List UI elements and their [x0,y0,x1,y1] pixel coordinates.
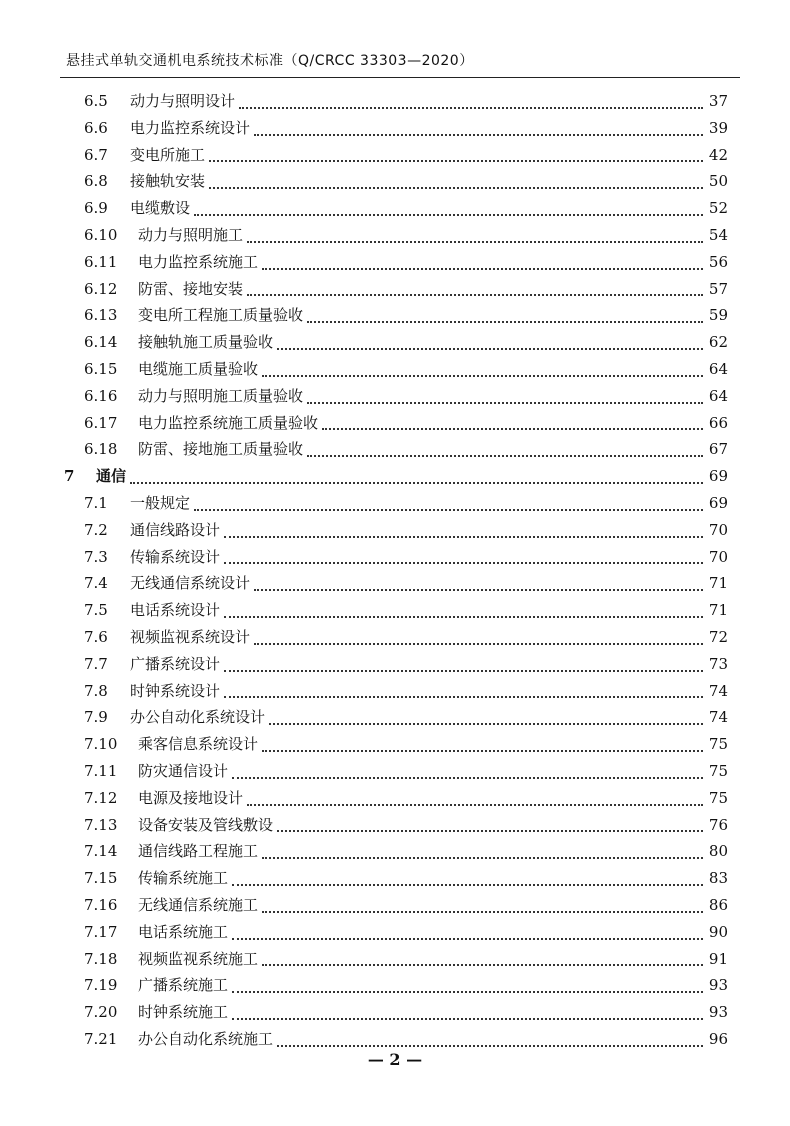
toc-entry-page: 67 [708,440,728,459]
toc-entry-number: 7.20 [84,1003,118,1022]
toc-entry-number: 7.15 [84,869,118,888]
toc-entry-page: 54 [708,225,728,244]
toc-leader-dots [277,321,703,350]
toc-leader-dots [269,696,703,725]
toc-entry-number: 6.13 [84,306,118,325]
toc-entry-page: 39 [708,118,728,137]
toc-entry-number: 7.8 [84,681,108,700]
toc-leader-dots [254,562,703,591]
toc-entry-number: 6.16 [84,386,118,405]
toc-entry-number: 7.12 [84,788,118,807]
toc-entry-number: 7.2 [84,520,108,539]
toc-entry-page: 86 [708,895,728,914]
toc-leader-dots [224,509,703,538]
toc-entry-page: 69 [708,493,728,512]
toc-entry-number: 6.14 [84,333,118,352]
toc-entry-title: 无线通信系统施工 [138,895,259,914]
toc-entry-number: 6.7 [84,145,108,164]
toc-leader-dots [224,536,703,565]
toc-entry-page: 83 [708,869,728,888]
toc-entry-page: 50 [708,172,728,191]
toc-leader-dots [254,107,703,136]
toc-leader-dots [239,80,703,109]
toc-entry-title: 电缆施工质量验收 [138,359,259,378]
toc-entry-page: 73 [708,654,728,673]
toc-leader-dots [232,991,703,1020]
toc-entry-page: 96 [708,1029,728,1048]
toc-leader-dots [262,723,703,752]
toc-entry-title: 防雷、接地施工质量验收 [138,440,304,459]
toc-entry-page: 52 [708,199,728,218]
toc-entry-number: 6.9 [84,199,108,218]
toc-leader-dots [194,482,703,511]
toc-entry-title: 无线通信系统设计 [130,574,251,593]
toc-leader-dots [262,938,703,967]
toc-entry-title: 办公自动化系统设计 [130,708,266,727]
toc-entry-title: 接触轨安装 [130,172,206,191]
toc-leader-dots [209,160,703,189]
toc-entry-title: 电力监控系统设计 [130,118,251,137]
toc-leader-dots [232,911,703,940]
toc-entry-page: 75 [708,735,728,754]
toc-entry-number: 7.17 [84,922,118,941]
header-rule [60,77,740,78]
toc-leader-dots [277,1018,703,1047]
toc-leader-dots [130,455,703,484]
toc-entry-page: 93 [708,976,728,995]
toc-leader-dots [262,830,703,859]
toc-entry-page: 71 [708,601,728,620]
toc-entry-number: 6.18 [84,440,118,459]
toc-entry-title: 电话系统施工 [138,922,229,941]
toc-entry-title: 电源及接地设计 [138,788,244,807]
toc-entry-title: 视频监视系统设计 [130,627,251,646]
toc-leader-dots [262,348,703,377]
toc-entry-number: 7.6 [84,627,108,646]
toc-entry-title: 通信 [96,467,127,486]
toc-entry-title: 通信线路设计 [130,520,221,539]
toc-entry-page: 71 [708,574,728,593]
table-of-contents [0,88,790,1053]
toc-entry-page: 57 [708,279,728,298]
toc-entry-number: 7 [64,467,75,486]
toc-entry-title: 广播系统设计 [130,654,221,673]
toc-entry-title: 变电所工程施工质量验收 [138,306,304,325]
toc-entry-title: 电力监控系统施工质量验收 [138,413,319,432]
toc-entry-number: 7.16 [84,895,118,914]
toc-entry-number: 7.3 [84,547,108,566]
toc-leader-dots [247,777,703,806]
toc-entry-number: 7.7 [84,654,108,673]
toc-entry-page: 70 [708,547,728,566]
toc-entry-number: 6.15 [84,359,118,378]
toc-leader-dots [232,964,703,993]
toc-entry-page: 69 [708,467,728,486]
toc-entry-number: 7.10 [84,735,118,754]
toc-entry-title: 变电所施工 [130,145,206,164]
toc-leader-dots [209,134,703,163]
toc-entry-number: 6.10 [84,225,118,244]
toc-entry-title: 传输系统施工 [138,869,229,888]
toc-entry-number: 7.13 [84,815,118,834]
toc-entry-page: 91 [708,949,728,968]
toc-leader-dots [232,750,703,779]
toc-entry-title: 防雷、接地安装 [138,279,244,298]
toc-entry-page: 37 [708,92,728,110]
toc-entry-number: 6.8 [84,172,108,191]
toc-entry-page: 56 [708,252,728,271]
toc-entry-title: 传输系统设计 [130,547,221,566]
toc-entry-title: 一般规定 [130,493,191,512]
toc-entry-title: 乘客信息系统设计 [138,735,259,754]
toc-entry-title: 通信线路工程施工 [138,842,259,861]
toc-entry-title: 防灾通信设计 [138,761,229,780]
toc-entry-page: 75 [708,761,728,780]
toc-entry-number: 7.5 [84,601,108,620]
toc-entry-title: 广播系统施工 [138,976,229,995]
toc-entry-page: 64 [708,359,728,378]
toc-entry-title: 接触轨施工质量验收 [138,333,274,352]
toc-entry-number: 7.21 [84,1029,118,1048]
toc-entry-title: 动力与照明设计 [130,92,236,110]
toc-leader-dots [307,294,703,323]
toc-entry-page: 64 [708,386,728,405]
toc-entry-title: 电缆敷设 [130,199,191,218]
toc-entry[interactable] [0,1026,790,1053]
toc-entry-page: 59 [708,306,728,325]
toc-entry-number: 6.12 [84,279,118,298]
toc-entry-number: 7.1 [84,493,108,512]
toc-leader-dots [307,428,703,457]
toc-entry-page: 75 [708,788,728,807]
toc-entry-page: 93 [708,1003,728,1022]
toc-entry-title: 电力监控系统施工 [138,252,259,271]
toc-entry-number: 6.17 [84,413,118,432]
toc-entry-page: 42 [708,145,728,164]
toc-entry-number: 6.5 [84,92,108,110]
toc-entry-number: 7.4 [84,574,108,593]
toc-leader-dots [262,884,703,913]
toc-entry-title: 设备安装及管线敷设 [138,815,274,834]
toc-entry-number: 6.11 [84,252,118,271]
toc-entry-title: 电话系统设计 [130,601,221,620]
toc-entry-number: 6.6 [84,118,108,137]
page-number: — 2 — [367,1050,423,1069]
toc-leader-dots [232,857,703,886]
toc-entry-page: 70 [708,520,728,539]
toc-leader-dots [247,268,703,297]
toc-leader-dots [307,375,703,404]
toc-entry-page: 72 [708,627,728,646]
toc-entry-title: 动力与照明施工质量验收 [138,386,304,405]
toc-leader-dots [277,804,703,833]
toc-entry-page: 62 [708,333,728,352]
toc-entry-title: 时钟系统施工 [138,1003,229,1022]
toc-entry-page: 66 [708,413,728,432]
toc-entry-number: 7.19 [84,976,118,995]
toc-entry-number: 7.11 [84,761,118,780]
toc-entry-number: 7.14 [84,842,118,861]
toc-entry-page: 80 [708,842,728,861]
toc-entry-title: 办公自动化系统施工 [138,1029,274,1048]
toc-leader-dots [224,589,703,618]
toc-leader-dots [322,402,703,431]
toc-entry-title: 动力与照明施工 [138,225,244,244]
toc-leader-dots [247,214,703,243]
toc-entry-page: 74 [708,708,728,727]
toc-entry-page: 74 [708,681,728,700]
toc-entry-number: 7.9 [84,708,108,727]
toc-leader-dots [262,241,703,270]
toc-leader-dots [224,643,703,672]
toc-entry-title: 视频监视系统施工 [138,949,259,968]
running-header: 悬挂式单轨交通机电系统技术标准（Q/CRCC 33303—2020） [66,53,474,69]
toc-entry-number: 7.18 [84,949,118,968]
toc-leader-dots [194,187,703,216]
toc-entry-page: 90 [708,922,728,941]
toc-entry-page: 76 [708,815,728,834]
toc-leader-dots [254,616,703,645]
toc-leader-dots [224,670,703,699]
toc-entry-title: 时钟系统设计 [130,681,221,700]
